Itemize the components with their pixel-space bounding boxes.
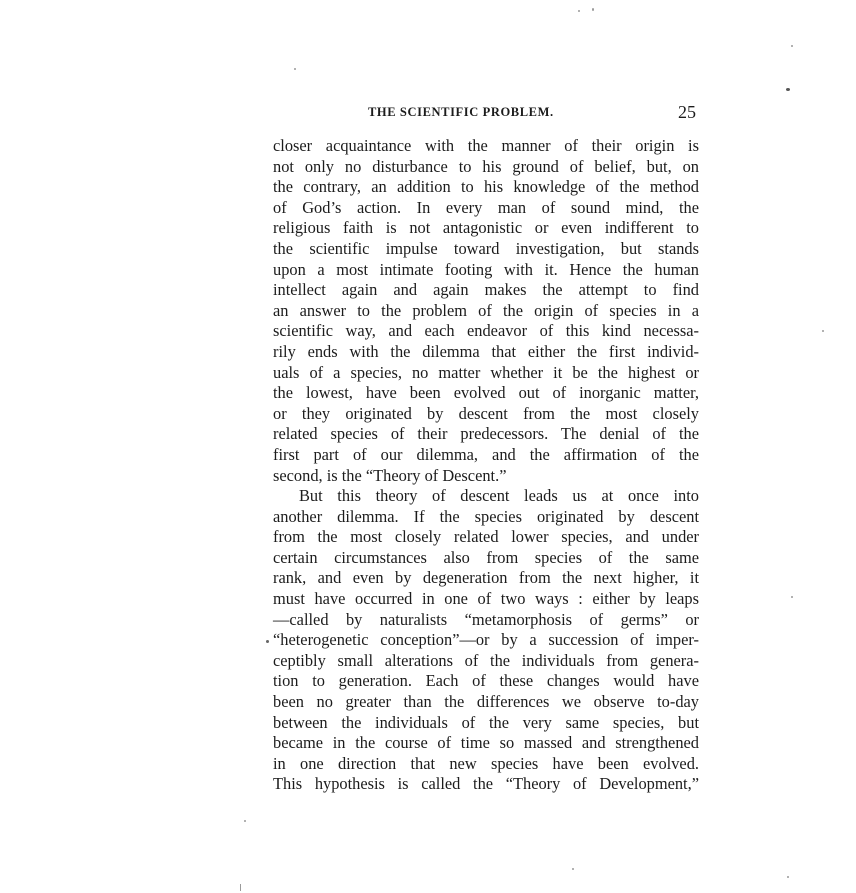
text-line: been no greater than the differences we observe to-day <box>273 692 699 712</box>
scan-speck <box>240 884 241 891</box>
text-line: between the individuals of the very same species, but <box>273 712 699 732</box>
text-line: not only no disturbance to his ground of belief, but, on <box>273 156 699 176</box>
text-line: This hypothesis is called the “Theory of Development,” <box>273 774 699 794</box>
scan-speck <box>266 640 269 643</box>
scan-speck <box>244 820 246 822</box>
text-line: the contrary, an addition to his knowledge of the method <box>273 177 699 197</box>
text-line: upon a most intimate footing with it. Hence the human <box>273 259 699 279</box>
text-line: or they originated by descent from the most closely <box>273 403 699 423</box>
text-line: religious faith is not antagonistic or even indifferent to <box>273 218 699 238</box>
text-line: related species of their predecessors. The denial of the <box>273 424 699 444</box>
text-line: must have occurred in one of two ways : either by leaps <box>273 589 699 609</box>
text-line: in one direction that new species have been evolved. <box>273 753 699 773</box>
text-line: became in the course of time so massed and strengthened <box>273 733 699 753</box>
text-line: closer acquaintance with the manner of their origin is <box>273 136 699 155</box>
text-line: an answer to the problem of the origin of species in a <box>273 300 699 320</box>
text-line: the scientific impulse toward investigation, but stands <box>273 238 699 258</box>
text-line: rily ends with the dilemma that either the first individ- <box>273 341 699 361</box>
scan-speck <box>791 45 793 47</box>
text-line: tion to generation. Each of these changes would have <box>273 671 699 691</box>
text-line: intellect again and again makes the attempt to find <box>273 280 699 300</box>
text-line: from the most closely related lower species, and under <box>273 527 699 547</box>
text-line: uals of a species, no matter whether it be the highest or <box>273 362 699 382</box>
text-line: of God’s action. In every man of sound mind, the <box>273 197 699 217</box>
paragraph-end-line: second, is the “Theory of Descent.” <box>273 465 507 485</box>
scan-speck <box>822 330 824 332</box>
scan-speck <box>791 596 793 598</box>
page-number: 25 <box>678 102 696 122</box>
text-line: rank, and even by degeneration from the next higher, it <box>273 568 699 588</box>
text-line: the lowest, have been evolved out of inorganic matter, <box>273 383 699 403</box>
text-line: another dilemma. If the species originated by descent <box>273 506 699 526</box>
scan-speck <box>572 868 574 870</box>
running-head <box>272 102 698 124</box>
text-line: scientific way, and each endeavor of this kind necessa- <box>273 321 699 341</box>
scan-speck <box>787 876 789 878</box>
text-line: —called by naturalists “metamorphosis of germs” or <box>273 609 699 629</box>
text-line: ceptibly small alterations of the individuals from genera- <box>273 650 699 670</box>
running-title: THE SCIENTIFIC PROBLEM. <box>368 105 554 119</box>
text-line: certain circumstances also from species of the same <box>273 547 699 567</box>
scan-speck <box>786 88 790 91</box>
scan-speck <box>592 8 594 11</box>
body-text <box>273 136 699 795</box>
paragraph-start-line: But this theory of descent leads us at once into <box>299 486 699 506</box>
text-line: “heterogenetic conception”—or by a succession of imper- <box>273 630 699 650</box>
scan-speck <box>294 68 296 70</box>
scan-speck <box>578 10 580 12</box>
text-line: first part of our dilemma, and the affirmation of the <box>273 444 699 464</box>
